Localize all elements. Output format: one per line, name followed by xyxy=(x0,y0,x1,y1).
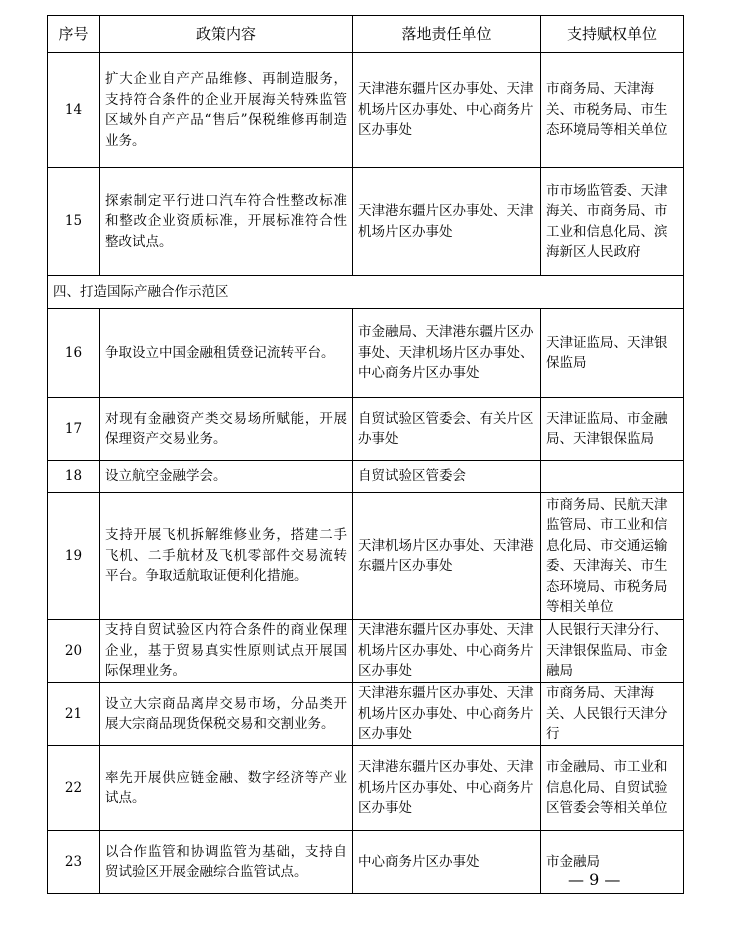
policy-content: 率先开展供应链金融、数字经济等产业试点。 xyxy=(100,746,353,831)
responsible-unit: 天津港东疆片区办事处、天津机场片区办事处、中心商务片区办事处 xyxy=(353,683,541,746)
support-unit: 市商务局、天津海关、市税务局、市生态环境局等相关单位 xyxy=(541,53,684,168)
policy-content: 支持开展飞机拆解维修业务，搭建二手飞机、二手航材及飞机零部件交易流转平台。争取适航取证便利化措施。 xyxy=(100,493,353,620)
table-row xyxy=(48,398,684,461)
responsible-unit: 天津机场片区办事处、天津港东疆片区办事处 xyxy=(353,493,541,620)
row-number: 18 xyxy=(48,461,100,493)
section-row xyxy=(48,276,684,309)
row-number: 22 xyxy=(48,746,100,831)
table-row xyxy=(48,620,684,683)
responsible-unit: 市金融局、天津港东疆片区办事处、天津机场片区办事处、中心商务片区办事处 xyxy=(353,309,541,398)
page-number: — 9 — xyxy=(568,870,621,889)
responsible-unit: 天津港东疆片区办事处、天津机场片区办事处、中心商务片区办事处 xyxy=(353,53,541,168)
responsible-unit: 自贸试验区管委会 xyxy=(353,461,541,493)
policy-table xyxy=(47,15,684,894)
row-number: 14 xyxy=(48,53,100,168)
support-unit: 天津证监局、市金融局、天津银保监局 xyxy=(541,398,684,461)
support-unit: 天津证监局、天津银保监局 xyxy=(541,309,684,398)
responsible-unit: 天津港东疆片区办事处、天津机场片区办事处、中心商务片区办事处 xyxy=(353,746,541,831)
row-number: 23 xyxy=(48,831,100,894)
support-unit: 市市场监管委、天津海关、市商务局、市工业和信息化局、滨海新区人民政府 xyxy=(541,168,684,276)
header-content: 政策内容 xyxy=(100,16,353,53)
section-heading: 四、打造国际产融合作示范区 xyxy=(48,276,684,309)
table-row xyxy=(48,309,684,398)
responsible-unit: 自贸试验区管委会、有关片区办事处 xyxy=(353,398,541,461)
table-row xyxy=(48,461,684,493)
row-number: 16 xyxy=(48,309,100,398)
table-row xyxy=(48,746,684,831)
policy-content: 设立航空金融学会。 xyxy=(100,461,353,493)
responsible-unit: 天津港东疆片区办事处、天津机场片区办事处 xyxy=(353,168,541,276)
support-unit: 人民银行天津分行、天津银保监局、市金融局 xyxy=(541,620,684,683)
policy-content: 争取设立中国金融租赁登记流转平台。 xyxy=(100,309,353,398)
table-row xyxy=(48,683,684,746)
support-unit xyxy=(541,461,684,493)
policy-content: 探索制定平行进口汽车符合性整改标准和整改企业资质标准，开展标准符合性整改试点。 xyxy=(100,168,353,276)
responsible-unit: 中心商务片区办事处 xyxy=(353,831,541,894)
policy-content: 以合作监管和协调监管为基础，支持自贸试验区开展金融综合监管试点。 xyxy=(100,831,353,894)
row-number: 20 xyxy=(48,620,100,683)
header-responsible: 落地责任单位 xyxy=(353,16,541,53)
support-unit: 市商务局、天津海关、人民银行天津分行 xyxy=(541,683,684,746)
table-row xyxy=(48,493,684,620)
row-number: 17 xyxy=(48,398,100,461)
header-row xyxy=(48,16,684,53)
policy-content: 对现有金融资产类交易场所赋能，开展保理资产交易业务。 xyxy=(100,398,353,461)
table-row xyxy=(48,53,684,168)
header-no: 序号 xyxy=(48,16,100,53)
row-number: 15 xyxy=(48,168,100,276)
table-row xyxy=(48,168,684,276)
support-unit: 市金融局 xyxy=(541,831,684,894)
row-number: 19 xyxy=(48,493,100,620)
row-number: 21 xyxy=(48,683,100,746)
policy-content: 扩大企业自产产品维修、再制造服务，支持符合条件的企业开展海关特殊监管区域外自产产品“售后”保税维修再制造业务。 xyxy=(100,53,353,168)
support-unit: 市金融局、市工业和信息化局、自贸试验区管委会等相关单位 xyxy=(541,746,684,831)
policy-content: 设立大宗商品离岸交易市场，分品类开展大宗商品现货保税交易和交割业务。 xyxy=(100,683,353,746)
policy-content: 支持自贸试验区内符合条件的商业保理企业，基于贸易真实性原则试点开展国际保理业务。 xyxy=(100,620,353,683)
support-unit: 市商务局、民航天津监管局、市工业和信息化局、市交通运输委、天津海关、市生态环境局、市税务局等相关单位 xyxy=(541,493,684,620)
responsible-unit: 天津港东疆片区办事处、天津机场片区办事处、中心商务片区办事处 xyxy=(353,620,541,683)
header-support: 支持赋权单位 xyxy=(541,16,684,53)
